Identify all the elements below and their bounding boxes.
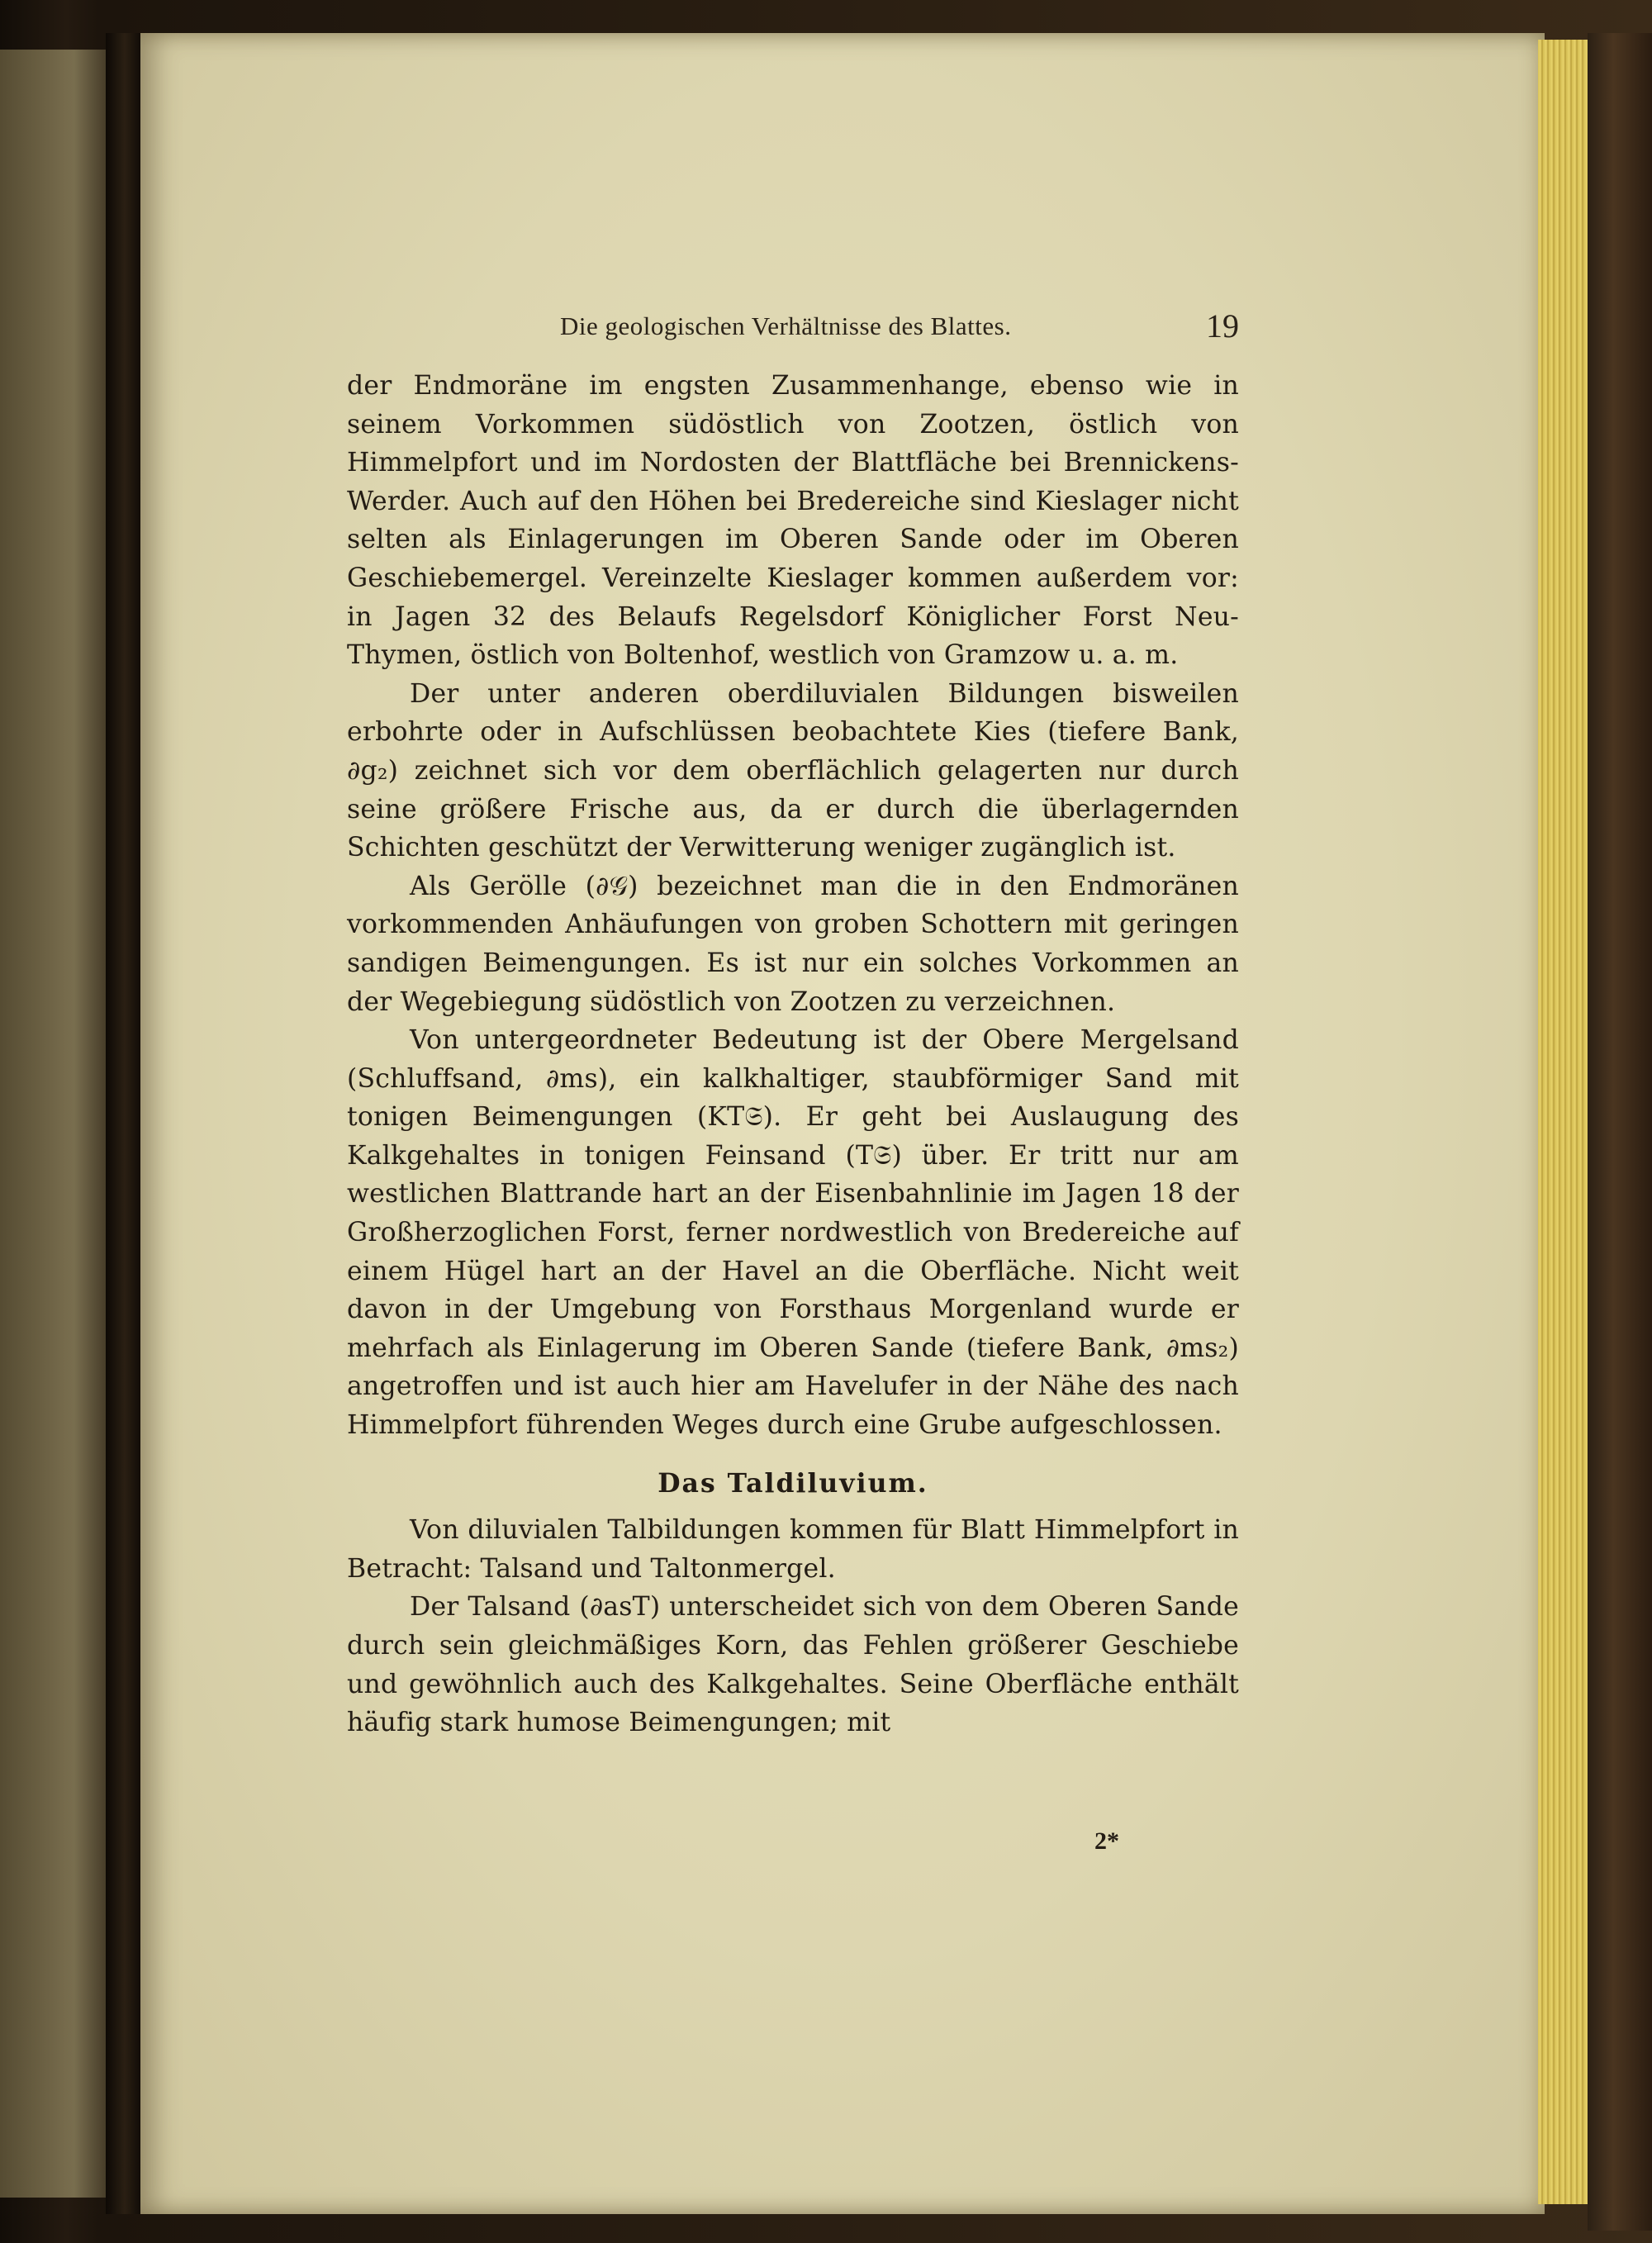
paragraph-talsand: Der Talsand (∂asT) unterscheidet sich von dem Oberen Sande durch sein gleichmäßiges Korn, das Fehlen größerer Geschiebe und gewöhnlich auch des Kalkgehaltes. Seine Oberfläche enthält häufig stark humose Beimengungen; mit — [347, 1592, 1239, 1738]
page-number: 19 — [1206, 307, 1239, 345]
book-gutter — [106, 33, 144, 2214]
page-edges — [1538, 40, 1590, 2204]
running-head — [347, 307, 1239, 353]
signature-mark: 2* — [1094, 1827, 1119, 1855]
paragraph-geroelle: Als Gerölle (∂𝒢) bezeichnet man die in den Endmoränen vorkommenden Anhäufungen von groben Schottern mit geringen sandigen Beimengungen. Es ist nur ein solches Vorkommen an der Wegebiegung südöstlich von Zootzen zu verzeichnen. — [347, 871, 1239, 1017]
paragraph-mergelsand: Von untergeordneter Bedeutung ist der Obere Mergelsand (Schluffsand, ∂ms), ein kalkhaltiger, staubförmiger Sand mit tonigen Beimengungen (KT𝔖). Er geht bei Auslaugung des Kalkgehaltes in tonigen Feinsand (T𝔖) über. Er tritt nur am westlichen Blattrande hart an der Eisenbahnlinie im Jagen 18 der Großherzoglichen Forst, ferner nordwestlich von Bredereiche auf einem Hügel hart an der Havel an die Oberfläche. Nicht weit davon in der Umgebung von Forsthaus Morgenland wurde er mehrfach als Einlagerung im Oberen Sande (tiefere Bank, ∂ms₂) angetroffen und ist auch hier am Havelufer in der Nähe des nach Himmelpfort führenden Weges durch eine Grube aufgeschlossen. — [347, 1025, 1239, 1441]
cover-edge — [1588, 33, 1652, 2231]
paragraph-kies: Der unter anderen oberdiluvialen Bildungen bisweilen erbohrte oder in Aufschlüssen beobachtete Kies (tiefere Bank, ∂g₂) zeichnet sich vor dem oberflächlich gelagerten nur durch seine größere Frische aus, da er durch die überlagernden Schichten geschützt der Verwitterung weniger zugänglich ist. — [347, 678, 1239, 863]
paragraph-continuation: der Endmoräne im engsten Zusammenhange, ebenso wie in seinem Vorkommen südöstlich von Zootzen, östlich von Himmelpfort und im Nordosten der Blattfläche bei Brennickens-Werder. Auch auf den Höhen bei Bredereiche sind Kieslager nicht selten als Einlagerungen im Oberen Sande oder im Oberen Geschiebemergel. Vereinzelte Kieslager kommen außerdem vor: in Jagen 32 des Belaufs Regelsdorf Königlicher Forst Neu-Thymen, östlich von Boltenhof, westlich von Gramzow u. a. m. — [347, 371, 1239, 671]
running-title: Die geologischen Verhältnisse des Blattes. — [560, 311, 1012, 340]
section-heading: Das Taldiluvium. — [657, 1467, 928, 1499]
paragraph-talbildungen: Von diluvialen Talbildungen kommen für Blatt Himmelpfort in Betracht: Talsand und Taltonmergel. — [347, 1515, 1239, 1584]
body-text — [347, 367, 1239, 1742]
